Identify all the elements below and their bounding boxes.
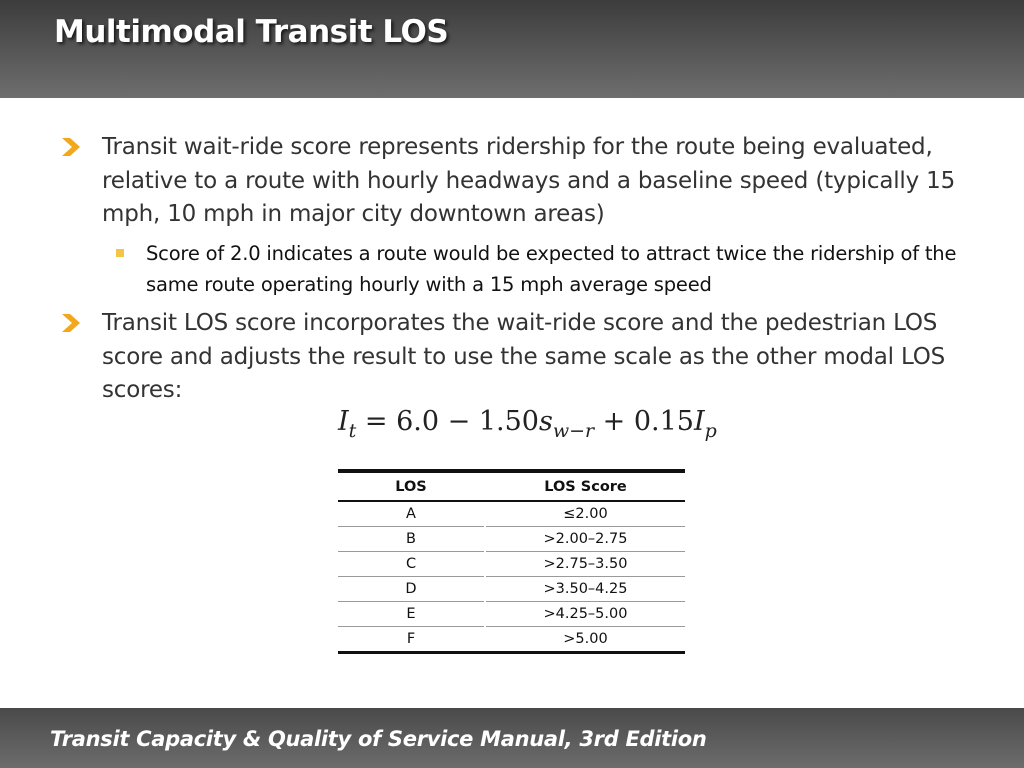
chevron-right-icon: [60, 136, 82, 158]
los-score: >3.50–4.25: [485, 577, 685, 602]
formula-sub-t: t: [348, 420, 357, 442]
formula-sub-wr: w−r: [552, 420, 595, 442]
bullet-transit-los-score: Transit LOS score incorporates the wait-ride score and the pedestrian LOS score and adjusts the result to use the same scale as the other modal LOS scores:: [102, 310, 946, 403]
table-row: [338, 602, 685, 627]
footer-bar: [0, 708, 1024, 768]
formula-plus-term: + 0.15: [594, 406, 694, 437]
los-grade: F: [338, 627, 485, 653]
column-header-los-score: LOS Score: [485, 471, 685, 501]
bullet-wait-ride-score: Transit wait-ride score represents ridership for the route being evaluated, relative to a route with hourly headways and a baseline speed (typically 15 mph, 10 mph in major city downtown areas): [102, 134, 956, 227]
table-header-row: [338, 471, 685, 501]
table-row: [338, 577, 685, 602]
table-row: [338, 501, 685, 527]
formula-sub-p: p: [704, 420, 717, 442]
table-row: [338, 527, 685, 552]
footer-source: Transit Capacity & Quality of Service Manual, 3rd Edition: [50, 727, 707, 751]
header-bar: [0, 0, 1024, 98]
table-row: [338, 627, 685, 653]
slide-title: Multimodal Transit LOS: [54, 14, 449, 50]
sub-bullet-score-2: Score of 2.0 indicates a route would be expected to attract twice the ridership of the same route operating hourly with a 15 mph average speed: [146, 242, 957, 296]
los-grade: B: [338, 527, 485, 552]
formula-constant-terms: = 6.0 − 1.50: [356, 406, 539, 437]
column-header-los: LOS: [338, 471, 485, 501]
los-score: >2.00–2.75: [485, 527, 685, 552]
formula-var-ip: I: [693, 406, 705, 437]
los-score: >5.00: [485, 627, 685, 653]
los-score: >4.25–5.00: [485, 602, 685, 627]
los-grade: C: [338, 552, 485, 577]
los-score: >2.75–3.50: [485, 552, 685, 577]
los-score: ≤2.00: [485, 501, 685, 527]
los-grade: D: [338, 577, 485, 602]
los-table: [338, 469, 685, 654]
formula-var-i: I: [338, 406, 349, 437]
los-formula: [338, 406, 717, 442]
los-grade: A: [338, 501, 485, 527]
formula-var-s: s: [538, 406, 553, 437]
chevron-right-icon: [60, 312, 82, 334]
table-row: [338, 552, 685, 577]
square-bullet-icon: [116, 249, 124, 257]
los-grade: E: [338, 602, 485, 627]
